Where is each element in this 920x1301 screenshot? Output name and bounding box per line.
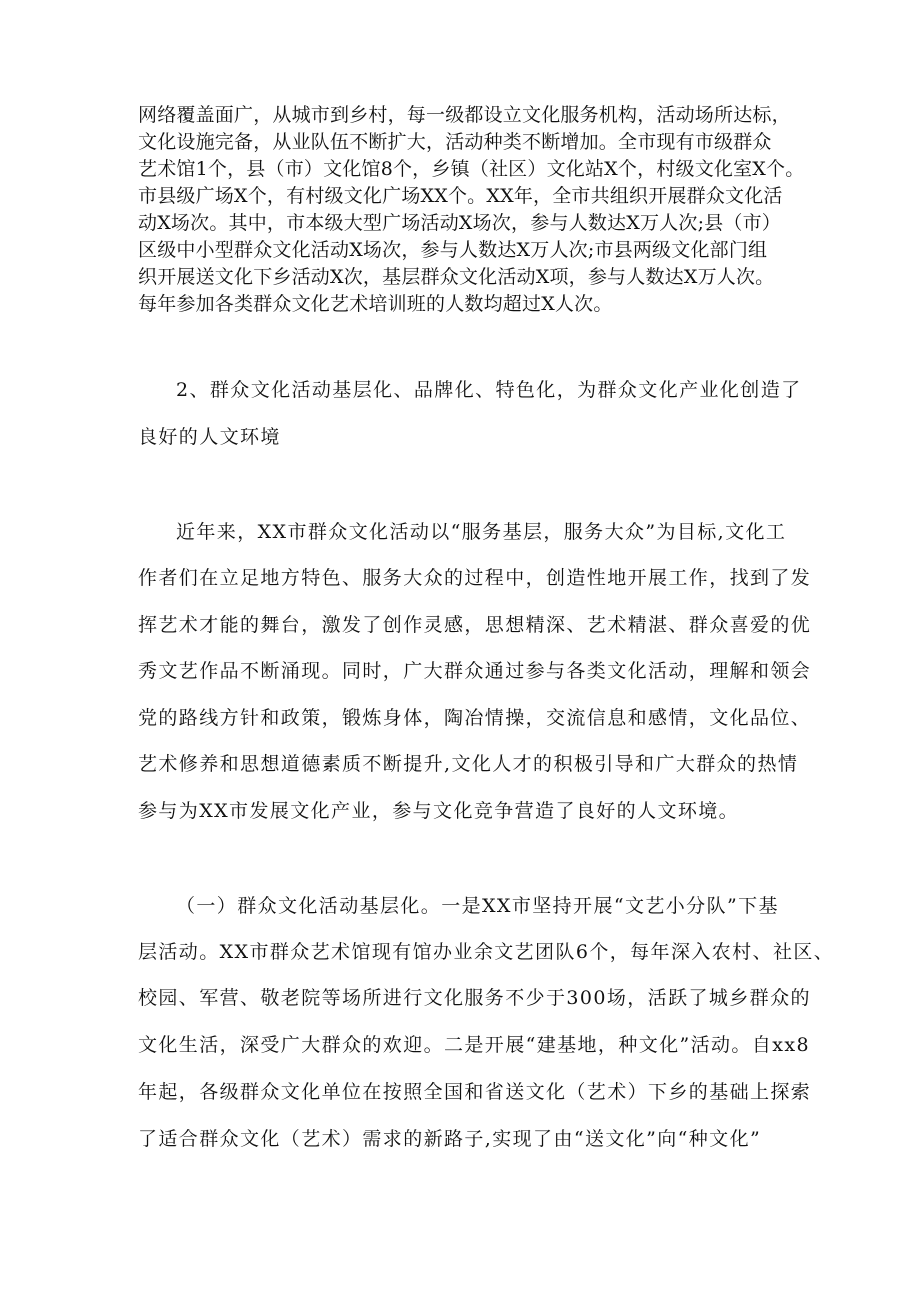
text-line: 市县级广场X个，有村级文化广场XX个。XX年，全市共组织开展群众文化活: [138, 185, 783, 207]
text-line: 党的路线方针和政策，锻炼身体，陶冶情操，交流信息和感情，文化品位、: [138, 707, 812, 729]
text-line: 文化生活，深受广大群众的欢迎。二是开展“建基地，种文化”活动。自xx8: [138, 1034, 810, 1056]
text-line: 艺术修养和思想道德素质不断提升,文化人才的积极引导和广大群众的热情: [138, 753, 799, 775]
text-line: 了适合群众文化（艺术）需求的新路子,实现了由“送文化”向“种文化”: [138, 1128, 762, 1150]
text-line: 年起，各级群众文化单位在按照全国和省送文化（艺术）下乡的基础上探索: [138, 1081, 812, 1103]
text-line: 网络覆盖面广，从城市到乡村，每一级都设立文化服务机构，活动场所达标，: [138, 104, 791, 126]
text-line: 文化设施完备，从业队伍不断扩大，活动种类不断增加。全市现有市级群众: [138, 131, 772, 153]
text-line: 参与为XX市发展文化产业，参与文化竞争营造了良好的人文环境。: [138, 800, 740, 822]
text-line: 作者们在立足地方特色、服务大众的过程中，创造性地开展工作，找到了发: [138, 567, 812, 589]
text-line: 织开展送文化下乡活动X次，基层群众文化活动X项，参与人数达X万人次。: [138, 266, 775, 288]
text-line: 秀文艺作品不断涌现。同时，广大群众通过参与各类文化活动，理解和领会: [138, 660, 812, 682]
heading-line: 2、群众文化活动基层化、品牌化、特色化，为群众文化产业化创造了: [176, 379, 802, 401]
text-line: 艺术馆1个，县（市）文化馆8个，乡镇（社区）文化站X个，村级文化室X个。: [138, 158, 805, 180]
text-line: 层活动。XX市群众艺术馆现有馆办业余文艺团队6个，每年深入农村、社区、: [138, 941, 835, 963]
text-line: 挥艺术才能的舞台，激发了创作灵感，思想精深、艺术精湛、群众喜爱的优: [138, 614, 812, 636]
text-line: 近年来，XX市群众文化活动以“服务基层，服务大众”为目标,文化工: [176, 521, 787, 543]
text-line: （一）群众文化活动基层化。一是XX市坚持开展“文艺小分队”下基: [176, 895, 779, 917]
text-line: 校园、军营、敬老院等场所进行文化服务不少于300场，活跃了城乡群众的: [138, 987, 811, 1009]
text-line: 动X场次。其中，市本级大型广场活动X场次，参与人数达X万人次;县（市）: [138, 212, 781, 234]
text-line: 每年参加各类群众文化艺术培训班的人数均超过X人次。: [138, 293, 613, 315]
heading-line: 良好的人文环境: [138, 426, 281, 448]
text-line: 区级中小型群众文化活动X场次，参与人数达X万人次;市县两级文化部门组: [138, 239, 768, 261]
